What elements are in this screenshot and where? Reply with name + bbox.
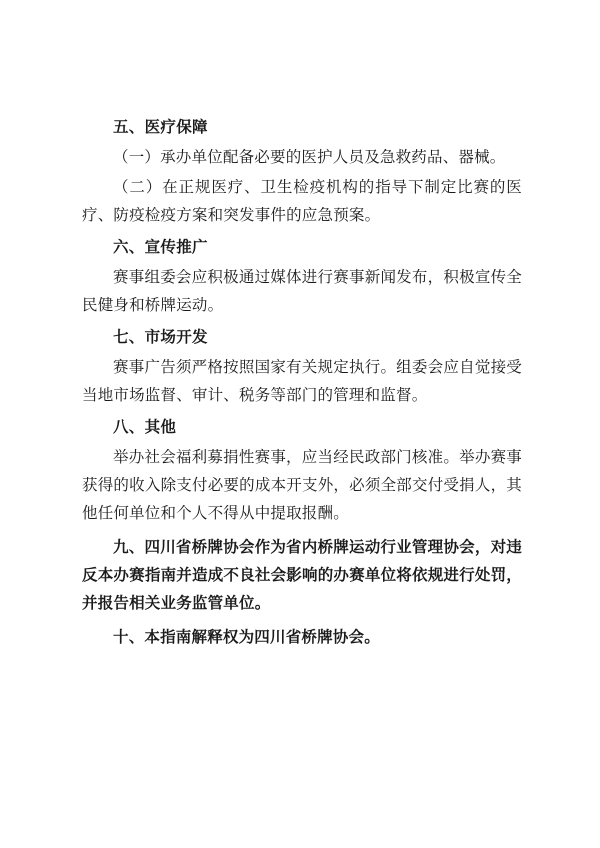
paragraph-interpretation: 十、本指南解释权为四川省桥牌协会。 xyxy=(113,628,380,646)
section-heading-other: 八、其他 xyxy=(113,418,177,436)
document-body xyxy=(82,113,522,651)
paragraph-medical-2: （二）在正规医疗、卫生检疫机构的指导下制定比赛的医疗、防疫检疫方案和突发事件的应急预案。 xyxy=(82,178,522,224)
section-heading-publicity: 六、宣传推广 xyxy=(113,238,208,256)
paragraph-penalty: 九、四川省桥牌协会作为省内桥牌运动行业管理协会，对违反本办赛指南并造成不良社会影响的办赛单位将依规进行处罚，并报告相关业务监管单位。 xyxy=(82,538,522,612)
paragraph-other-1: 举办社会福利募捐性赛事，应当经民政部门核准。举办赛事获得的收入除支付必要的成本开支外，必须全部交付受捐人，其他任何单位和个人不得从中提取报酬。 xyxy=(82,448,522,522)
section-heading-medical: 五、医疗保障 xyxy=(113,118,208,136)
paragraph-publicity-1: 赛事组委会应积极通过媒体进行赛事新闻发布，积极宣传全民健身和桥牌运动。 xyxy=(82,268,522,314)
section-heading-market: 七、市场开发 xyxy=(113,328,208,346)
paragraph-medical-1: （一）承办单位配备必要的医护人员及急救药品、器械。 xyxy=(113,148,506,166)
paragraph-market-1: 赛事广告须严格按照国家有关规定执行。组委会应自觉接受当地市场监督、审计、税务等部门的管理和监督。 xyxy=(82,358,522,404)
